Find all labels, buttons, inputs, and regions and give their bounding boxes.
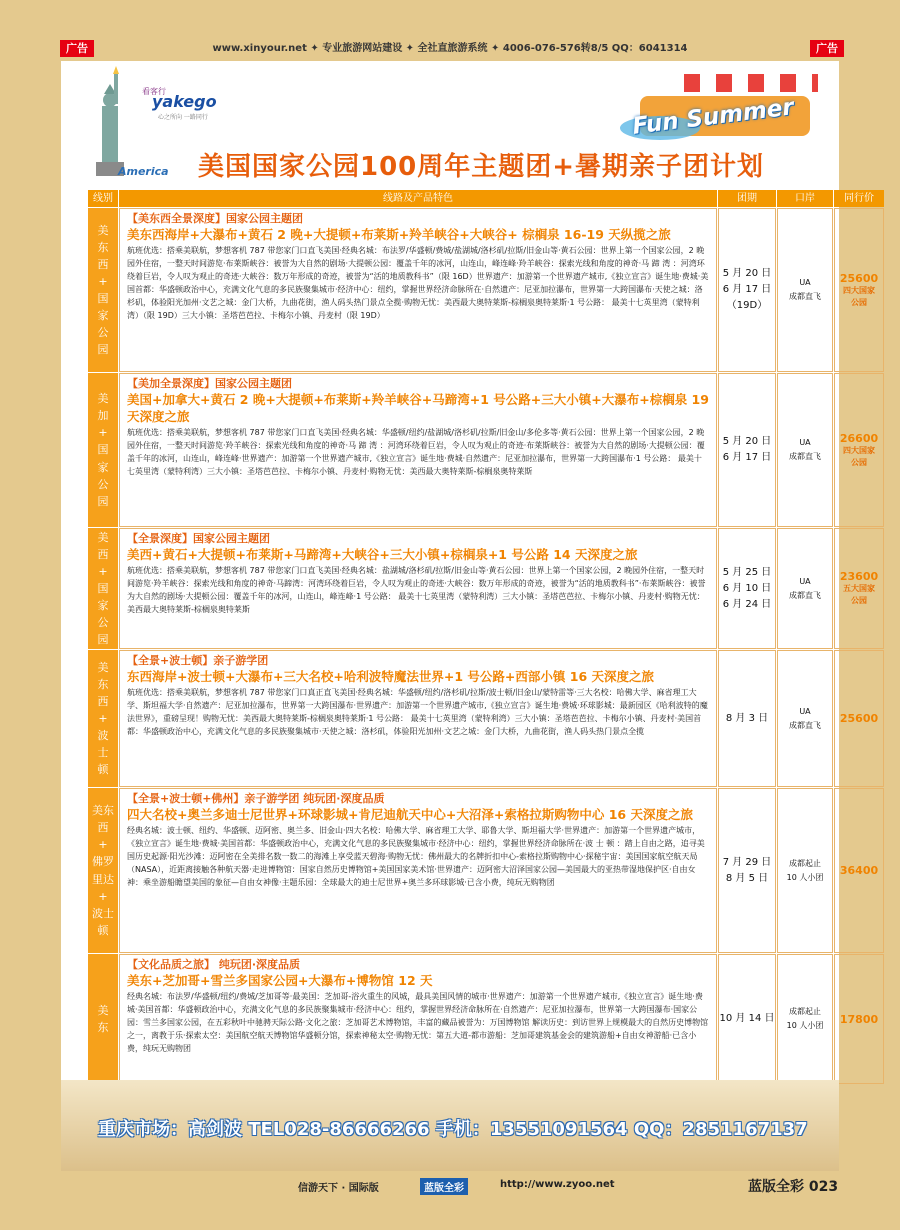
route-char: 美 [97, 392, 109, 406]
route-char: 园 [97, 494, 109, 508]
contact-line: 重庆市场：高剑波 TEL028-86666266 手机：13551091564 QQ：2851167137 [98, 1119, 808, 1140]
col-route: 线别 [88, 190, 118, 207]
route-char: 美 [97, 660, 109, 674]
price-value: 26600 [839, 431, 879, 445]
brand-logo: yakego [152, 92, 217, 111]
route-label [88, 788, 118, 953]
port-line: 成都直飞 [789, 720, 821, 730]
departure-port [777, 208, 833, 372]
route-label [88, 373, 118, 527]
route-features [119, 650, 717, 787]
route-features [119, 528, 717, 649]
table-row [88, 528, 879, 649]
departure-port [777, 650, 833, 787]
route-features [119, 208, 717, 372]
table-row [88, 208, 879, 372]
route-char: 东 [97, 240, 109, 254]
route-detail: 经典名城：布法罗/华盛顿/纽约/费城/芝加哥等·最美国：芝加哥-浴火重生的风城，最具美国风情的城市·世界遗产：加游第一个世界遗产城市,《独立宣言》诞生地·费城·美国首都：华盛顿政治中心，充满文化气息的多民族聚集城市·经济中心：纽约，掌握世界经济命脉所在·自然遗产：尼亚加拉瀑布，世界第一大跨国瀑布·国家公园：雪兰多国家公园，在五彩秋叶中驰骋天际公路·文化之旅：芝加哥艺术博物馆，丰富的藏品被誉为：万国博物馆 解读历史：到访世界上规模最大的自然历史博物馆之一，离教于乐·探索太空：美国航空航天博物馆华盛顿分馆，探索神秘太空·购物无忧：第五大道-都市游船：芝加哥建筑基金会的建筑游船+自由女神游船·已含小费，纯玩无购物团 [127, 992, 709, 1053]
route-char: 园 [97, 343, 109, 357]
america-label: America [118, 165, 169, 178]
route-char: 西 [97, 257, 109, 271]
route-headline: 美国+加拿大+黄石 2 晚+大提顿+布莱斯+羚羊峡谷+马蹄湾+1 号公路+三大小镇+大瀑布+棕榈泉 19 天深度之旅 [127, 392, 709, 424]
trade-price [834, 788, 884, 953]
brand-cn: 看客行 [142, 87, 166, 96]
page-title: 美国国家公园100周年主题团+暑期亲子团计划 [198, 152, 765, 182]
route-char: 佛罗 [92, 855, 114, 869]
route-char: 家 [97, 599, 109, 613]
route-char: + [98, 838, 108, 852]
route-features [119, 373, 717, 527]
route-label [88, 208, 118, 372]
route-char: 顿 [97, 763, 109, 777]
route-detail: 航班优选：搭乘美联航，梦想客机 787 带您家门口直飞美国·经典名城：华盛顿/纽约/盐湖城/洛杉矶/拉斯/旧金山/多伦多等·黄石公园：世界上第一个国家公园，2 晚园外住宿，一整天时间游览·羚羊峡谷：探索光线和角度的神奇·马 蹄 湾 ：河湾环绕着巨岩，令人叹为观止的奇迹·布莱斯峡谷：被誉为大自然的剧场·大提顿公园：覆盖千年的冰河，山连山，峰连峰·世界遗产：加游第一个世界遗产城市,《独立宣言》诞生地·费城·自然遗产：尼亚加拉瀑布，世界第一大跨国瀑布·1 号公路： 最美十七英里湾（蒙特利湾）三大小镇：圣塔芭芭拉、卡梅尔小镇、丹麦村·购物无忧：美西最大奥特莱斯-棕榈泉奥特莱斯 [127, 428, 705, 476]
trade-price [834, 650, 884, 787]
route-char: 西 [97, 694, 109, 708]
route-detail: 航班优选：搭乘美联航，梦想客机 787 带您家门口直飞美国·经典名城：盐湖城/洛杉矶/拉斯/旧金山等·黄石公园：世界上第一个国家公园，2 晚园外住宿，一整天时间游览·羚羊峡谷：探索光线和角度的神奇·马蹄湾：河湾环绕着巨岩，令人叹为观止的奇迹·大峡谷：数万年形成的奇迹，被誉为“活的地质教科书”·布莱斯峡谷：被誉为大自然的剧场·大提顿公园：覆盖千年的冰河，山连山，峰连峰·1 号公路： 最美十七英里湾（蒙特利湾）三大小镇：圣塔芭芭拉、卡梅尔小镇、丹麦村·购物无忧：美西最大奥特莱斯-棕榈泉奥特莱斯 [127, 566, 706, 614]
tour-date: 6 月 10 日 [722, 582, 772, 594]
departure-port [777, 528, 833, 649]
route-features [119, 788, 717, 953]
route-char: 顿 [97, 923, 109, 937]
route-char: 东 [97, 677, 109, 691]
price-value: 17800 [839, 1012, 879, 1026]
route-label [88, 650, 118, 787]
port-line: UA [799, 706, 811, 716]
route-char: 美 [97, 223, 109, 237]
table-row [88, 373, 879, 527]
route-headline: 美东+芝加哥+雪兰多国家公园+大瀑布+博物馆 12 天 [127, 973, 433, 988]
ad-label-left: 广告 [60, 40, 94, 57]
page-number: 蓝版全彩 023 [748, 1179, 839, 1195]
departure-port [777, 373, 833, 527]
route-char: + [98, 274, 108, 288]
route-char: 西 [97, 547, 109, 561]
tour-dates [718, 954, 776, 1084]
route-features [119, 954, 717, 1084]
ad-label-right: 广告 [810, 40, 844, 57]
route-char: 家 [97, 309, 109, 323]
departure-port [777, 788, 833, 953]
route-char: 美东 [92, 804, 114, 818]
route-char: 美 [97, 1003, 109, 1017]
footer-url[interactable]: http://www.zyoo.net [500, 1179, 615, 1190]
tour-dates [718, 373, 776, 527]
price-note: 五大国家 [843, 584, 875, 593]
route-detail: 经典名城：波士顿、纽约、华盛顿、迈阿密、奥兰多、旧金山·四大名校：哈佛大学、麻省理工大学、耶鲁大学、斯坦福大学·世界遗产：加游第一个世界遗产城市，《独立宣言》诞生地·费城·美国首都：华盛顿政治中心，充满文化气息的多民族聚集城市·经济中心：纽约，掌握世界经济命脉所在·波 士 顿 ：踏上自由之路，追寻美国历史起源·阳光沙滩：迈阿密在全美排名数一数二的海滩上享受蓝天碧海·购物无忧：佛州最大的名牌折扣中心-索格拉斯购物中心·探秘宇宙：美国国家航空航天局（NASA），近距离接触各种航天器·走进博物馆：国家自然历史博物馆+美国国家美术馆·世界遗产：迈阿密大沼泽国家公园—美国最大的亚热带湿地保护区·自由女神：乘坐游船瞻望美国的象征—自由女神像·主题乐园：全球最大的迪士尼世界+奥兰多环球影城·已含小费，纯玩无购物团 [127, 826, 705, 887]
trade-price [834, 954, 884, 1084]
route-char: 家 [97, 460, 109, 474]
port-line: 成都起止 [788, 1007, 821, 1016]
port-line: 成都直飞 [789, 292, 821, 301]
route-detail: 航班优选：搭乘美联航，梦想客机 787 带您家门口真正直飞美国·经典名城：华盛顿/纽约/洛杉矶/拉斯/波士顿/旧金山/蒙特雷等·三大名校：哈佛大学、麻省理工大学、斯坦福大学·自然遗产：尼亚加拉瀑布，世界第一大跨国瀑布·世界遗产：加游第一个世界遗产城市,《独立宣言》诞生地·费城·环球影城：最新园区《哈利波特的魔法世界》，重磅呈现！购物无忧：美西最大奥特莱斯-棕榈泉奥特莱斯·1 号公路： 最美十七英里湾（蒙特利湾）三大小镇：圣塔芭芭拉、卡梅尔小镇、丹麦村·美国首都：华盛顿政治中心，充满文化气息的多民族聚集城市·天使之城：洛杉矶，体验阳光加州·文艺之城：金门大桥，九曲花街，渔人码头热门景点全揽 [127, 688, 708, 736]
port-line: 10 人小团 [786, 872, 824, 882]
departure-port [777, 954, 833, 1084]
tour-date: 6 月 17 日 [722, 284, 772, 295]
port-line: 成都起止 [788, 858, 821, 868]
top-info-bar: www.xinyour.net ✦ 专业旅游网站建设 ✦ 全社直旅游系统 ✦ 4006-076-576转8/5 QQ：6041314 [212, 43, 688, 54]
table-row [88, 788, 879, 953]
route-subtitle: 【全景深度】国家公园主题团 [127, 532, 270, 545]
price-note: 公园 [851, 457, 867, 467]
col-port: 口岸 [777, 190, 833, 207]
tour-date: 5 月 20 日 [722, 268, 772, 279]
route-char: + [98, 564, 108, 578]
route-subtitle: 【文化品质之旅】 纯玩团·深度品质 [127, 958, 301, 971]
route-detail: 航班优选：搭乘美联航，梦想客机 787 带您家门口直飞美国·经典名城：布法罗/华盛顿/费城/盐湖城/洛杉矶/拉斯/旧金山等·黄石公园：世界上第一个国家公园，2 晚园外住宿，一整天时间游览·布莱斯峡谷：被誉为大自然的剧场·大提顿公园：覆盖千年的冰河，山连山，峰连峰·羚羊峡谷：探索光线和角度的神奇·马 蹄 湾 ：河湾环绕着巨岩，令人叹为观止的奇迹·大峡谷：数万年形成的奇迹，被誉为“活的地质教科书”（限 16D）世界遗产：加游第一个世界遗产城市,《独立宣言》诞生地·费城·美国首都：华盛顿政治中心，充满文化气息的多民族聚集城市·经济中心：纽约，掌握世界经济命脉所在·自然遗产：尼亚加拉瀑布，世界第一大跨国瀑布·天使之城：洛杉矶，体验阳光加州·文艺之城：金门大桥，九曲花街，渔人码头热门景点全揽·购物无忧：美西最大奥特莱斯-棕榈泉奥特莱斯·1 号公路： 最美十七英里湾（蒙特利湾）（限 19D）三大小镇：圣塔芭芭拉、卡梅尔小镇、丹麦村（限 19D） [127, 246, 709, 320]
tour-date: 5 月 25 日 [722, 566, 772, 578]
price-value: 23600 [839, 570, 879, 583]
port-line: 成都直飞 [789, 452, 821, 461]
tour-dates [718, 650, 776, 787]
brand-slogan: 心之所向 一路同行 [158, 114, 208, 121]
tour-dates [718, 528, 776, 649]
route-subtitle: 【全景+波士顿】亲子游学团 [127, 654, 269, 667]
route-headline: 东西海岸+波士顿+大瀑布+三大名校+哈利波特魔法世界+1 号公路+西部小镇 16 天深度之旅 [127, 669, 654, 684]
table-row [88, 650, 879, 787]
port-line: UA [799, 278, 811, 287]
route-char: 公 [97, 326, 109, 340]
tour-date: 5 月 20 日 [722, 436, 772, 447]
tour-date: 8 月 5 日 [725, 872, 769, 884]
route-char: 国 [97, 581, 109, 595]
col-price: 同行价 [834, 190, 884, 207]
statue-of-liberty-icon [80, 66, 140, 176]
trade-price [834, 528, 884, 649]
route-char: + [98, 711, 108, 725]
route-subtitle: 【全景+波士顿+佛州】亲子游学团 纯玩团·深度品质 [127, 792, 385, 805]
table-row [88, 954, 879, 1084]
route-label [88, 528, 118, 649]
tour-date: （19D） [726, 300, 768, 311]
route-char: 加 [97, 409, 109, 423]
route-headline: 四大名校+奥兰多迪士尼世界+环球影城+肯尼迪航天中心+大沼泽+索格拉斯购物中心 16 天深度之旅 [127, 807, 693, 822]
route-char: + [98, 426, 108, 440]
price-value: 36400 [839, 864, 879, 877]
price-value: 25600 [839, 712, 879, 725]
trade-price [834, 373, 884, 527]
route-char: 西 [97, 821, 109, 835]
tour-dates [718, 788, 776, 953]
tour-date: 8 月 3 日 [725, 712, 769, 724]
tour-date: 6 月 17 日 [722, 452, 772, 463]
price-note: 公园 [851, 596, 867, 605]
col-features: 线路及产品特色 [119, 190, 717, 207]
route-char: 波士 [92, 906, 114, 920]
route-label [88, 954, 118, 1084]
route-char: 波 [97, 729, 109, 743]
route-char: 国 [97, 443, 109, 457]
route-char: 公 [97, 616, 109, 630]
route-char: 里达 [92, 872, 114, 886]
route-char: 公 [97, 477, 109, 491]
route-char: 士 [97, 746, 109, 760]
tour-date: 6 月 24 日 [722, 598, 772, 610]
price-note: 四大国家 [843, 285, 875, 295]
port-line: 成都直飞 [789, 590, 821, 600]
port-line: 10 人小团 [786, 1021, 824, 1030]
port-line: UA [799, 576, 811, 586]
route-subtitle: 【美加全景深度】国家公园主题团 [127, 377, 292, 390]
route-headline: 美西+黄石+大提顿+布莱斯+马蹄湾+大峡谷+三大小镇+棕榈泉+1 号公路 14 天深度之旅 [127, 547, 638, 562]
tour-date: 7 月 29 日 [722, 856, 772, 868]
route-subtitle: 【美东西全景深度】国家公园主题团 [127, 212, 303, 225]
port-line: UA [799, 438, 811, 447]
route-char: 园 [97, 633, 109, 647]
route-headline: 美东西海岸+大瀑布+黄石 2 晚+大提顿+布莱斯+羚羊峡谷+大峡谷+ 棕榈泉 16-19 天纵揽之旅 [127, 227, 671, 242]
footer-slogan: 信游天下 · 国际版 [298, 1183, 379, 1194]
route-char: 国 [97, 292, 109, 305]
route-char: 美 [97, 530, 109, 544]
fun-summer-text: Fun Summer [631, 94, 796, 140]
tour-date: 10 月 14 日 [719, 1013, 775, 1024]
price-note: 四大国家 [843, 445, 875, 455]
route-char: + [98, 889, 108, 903]
col-dates: 团期 [718, 190, 776, 207]
route-char: 东 [97, 1021, 109, 1034]
trade-price [834, 208, 884, 372]
price-value: 25600 [839, 271, 879, 285]
tour-dates [718, 208, 776, 372]
footer-badge: 蓝版全彩 [420, 1178, 468, 1195]
price-note: 公园 [851, 297, 867, 307]
